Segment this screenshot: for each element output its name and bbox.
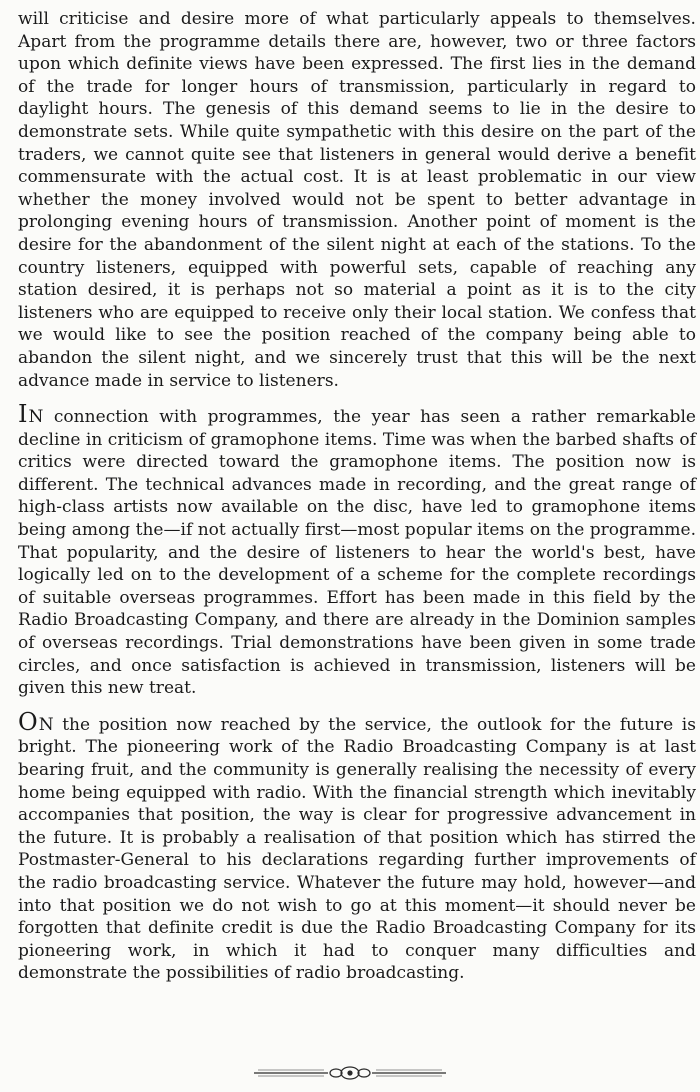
paragraph-text: N connection with programmes, the year has seen a rather remarkable decline in criticism of gramophone items. Time was when the barbed shafts of critics were directed toward the gramophone items. The position now is different. The technical advances made in recording, and the great range of high-class artists now available on the disc, have led to gramophone items being among the—if not actually first—most popular items on the programme. That popularity, and the desire of listeners to hear the world's best, have logically led on to the development of a scheme for the complete recordings of suitable overseas programmes. Effort has been made in this field by the Radio Broadcasting Company, and there are already in the Dominion samples of overseas recordings. Trial demonstrations have been given in some trade circles, and once satisfaction is achieved in transmission, listeners will be given this new treat. bbox=[18, 407, 696, 699]
decorative-rule-ornament-icon bbox=[250, 1064, 450, 1082]
dropcap: I bbox=[18, 400, 29, 429]
paragraph-text: N the position now reached by the service, the outlook for the future is bright. The pioneering work of the Radio Broadcasting Company is at last bearing fruit, and the community is generally realising the necessity of every home being equipped with radio. With the financial strength which inevitably accompanies that position, the way is clear for progressive advancement in the future. It is probably a realisation of that position which has stirred the Postmaster-General to his declarations regarding further improvements of the radio broadcasting service. Whatever the future may hold, however—and into that position we do not wish to go at this moment—it should never be forgotten that definite credit is due the Radio Broadcasting Company for its pioneering work, in which it had to conquer many difficulties and demonstrate the possibilities of radio broadcasting. bbox=[18, 714, 696, 984]
paragraph-future-outlook bbox=[18, 707, 696, 985]
dropcap: O bbox=[18, 707, 39, 736]
paragraph-text: will criticise and desire more of what particularly appeals to themselves. Apart from the programme details there are, however, two or three factors upon which definite views have been expressed. The first lies in the demand of the trade for longer hours of transmission, particularly in regard to daylight hours. The genesis of this demand seems to lie in the desire to demonstrate sets. While quite sympathetic with this desire on the part of the traders, we cannot quite see that listeners in general would derive a benefit commensurate with the actual cost. It is at least problematic in our view whether the money involved would not be spent to better advantage in prolonging evening hours of transmission. Another point of moment is the desire for the abandonment of the silent night at each of the stations. To the country listeners, equipped with powerful sets, capable of reaching any station desired, it is perhaps not so material a point as it is to the city listeners who are equipped to receive only their local station. We confess that we would like to see the position reached of the company being able to abandon the silent night, and we sincerely trust that this will be the next advance made in service to listeners. bbox=[18, 9, 696, 391]
paragraph-trade-demands bbox=[18, 8, 696, 392]
article-body bbox=[18, 8, 696, 985]
paragraph-gramophone-items bbox=[18, 400, 696, 700]
